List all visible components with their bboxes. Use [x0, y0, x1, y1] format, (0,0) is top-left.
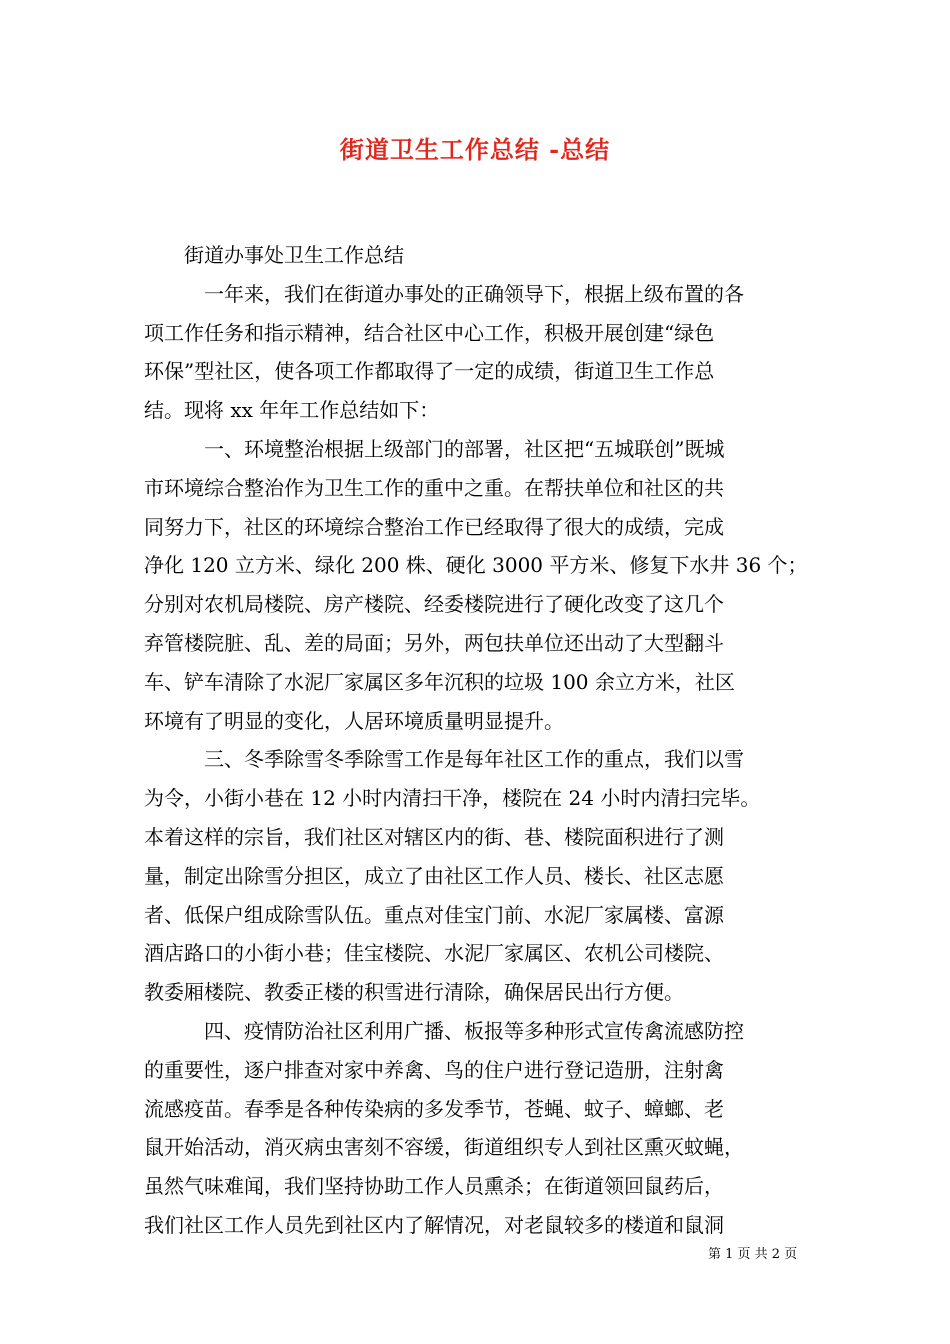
paragraph-line: 量，制定出除雪分担区，成立了由社区工作人员、楼长、社区志愿 [144, 863, 724, 888]
paragraph-line: 环境有了明显的变化，人居环境质量明显提升。 [144, 708, 564, 733]
paragraph-environment [144, 430, 810, 740]
paragraph-line: 一年来，我们在街道办事处的正确领导下，根据上级布置的各 [184, 281, 744, 306]
document-title: 街道卫生工作总结 -总结 [339, 135, 611, 164]
paragraph-line: 弃管楼院脏、乱、差的局面；另外，两包扶单位还出动了大型翻斗 [144, 630, 724, 655]
paragraph-line: 鼠开始活动，消灭病虫害刻不容缓，街道组织专人到社区熏灭蚊蝇， [144, 1135, 744, 1160]
paragraph-line: 酒店路口的小街小巷；佳宝楼院、水泥厂家属区、农机公司楼院、 [144, 941, 724, 966]
subtitle-line: 街道办事处卫生工作总结 [184, 243, 404, 267]
paragraph-line: 同努力下，社区的环境综合整治工作已经取得了很大的成绩，完成 [144, 514, 724, 539]
paragraph-line: 三、冬季除雪冬季除雪工作是每年社区工作的重点，我们以雪 [204, 747, 744, 772]
paragraph-line: 车、铲车清除了水泥厂家属区多年沉积的垃圾 100 余立方米，社区 [144, 669, 735, 694]
paragraph-line: 四、疫情防治社区利用广播、板报等多种形式宣传禽流感防控 [204, 1018, 744, 1043]
paragraph-line: 净化 120 立方米、绿化 200 株、硬化 3000 平方米、修复下水井 36 个； [144, 553, 808, 578]
paragraph-line: 环保”型社区，使各项工作都取得了一定的成绩，街道卫生工作总 [144, 359, 715, 384]
document-body [144, 236, 810, 1245]
paragraph-epidemic-prevention [144, 1012, 810, 1245]
paragraph-line: 市环境综合整治作为卫生工作的重中之重。在帮扶单位和社区的共 [144, 475, 724, 500]
paragraph-intro [144, 275, 810, 430]
paragraph-line: 者、低保户组成除雪队伍。重点对佳宝门前、水泥厂家属楼、富源 [144, 902, 724, 927]
paragraph-line: 项工作任务和指示精神，结合社区中心工作，积极开展创建“绿色 [144, 320, 715, 345]
paragraph-line: 教委厢楼院、教委正楼的积雪进行清除，确保居民出行方便。 [144, 980, 684, 1005]
paragraph-line: 一、环境整治根据上级部门的部署，社区把“五城联创”既城 [204, 436, 725, 461]
paragraph-line: 我们社区工作人员先到社区内了解情况，对老鼠较多的楼道和鼠洞 [144, 1212, 724, 1237]
paragraph-line: 为令，小街小巷在 12 小时内清扫干净，楼院在 24 小时内清扫完毕。 [144, 786, 761, 811]
paragraph-line: 流感疫苗。春季是各种传染病的多发季节，苍蝇、蚊子、蟑螂、老 [144, 1096, 724, 1121]
document-subtitle [144, 236, 810, 275]
paragraph-snow-removal [144, 740, 810, 1012]
paragraph-line: 本着这样的宗旨，我们社区对辖区内的街、巷、楼院面积进行了测 [144, 824, 724, 849]
page-number: 第 1 页 共 2 页 [708, 1247, 798, 1262]
paragraph-line: 的重要性，逐户排查对家中养禽、鸟的住户进行登记造册，注射禽 [144, 1057, 724, 1082]
paragraph-line: 分别对农机局楼院、房产楼院、经委楼院进行了硬化改变了这几个 [144, 592, 724, 617]
paragraph-line: 虽然气味难闻，我们坚持协助工作人员熏杀；在街道领回鼠药后， [144, 1174, 724, 1199]
paragraph-line: 结。现将 xx 年年工作总结如下： [144, 398, 440, 423]
